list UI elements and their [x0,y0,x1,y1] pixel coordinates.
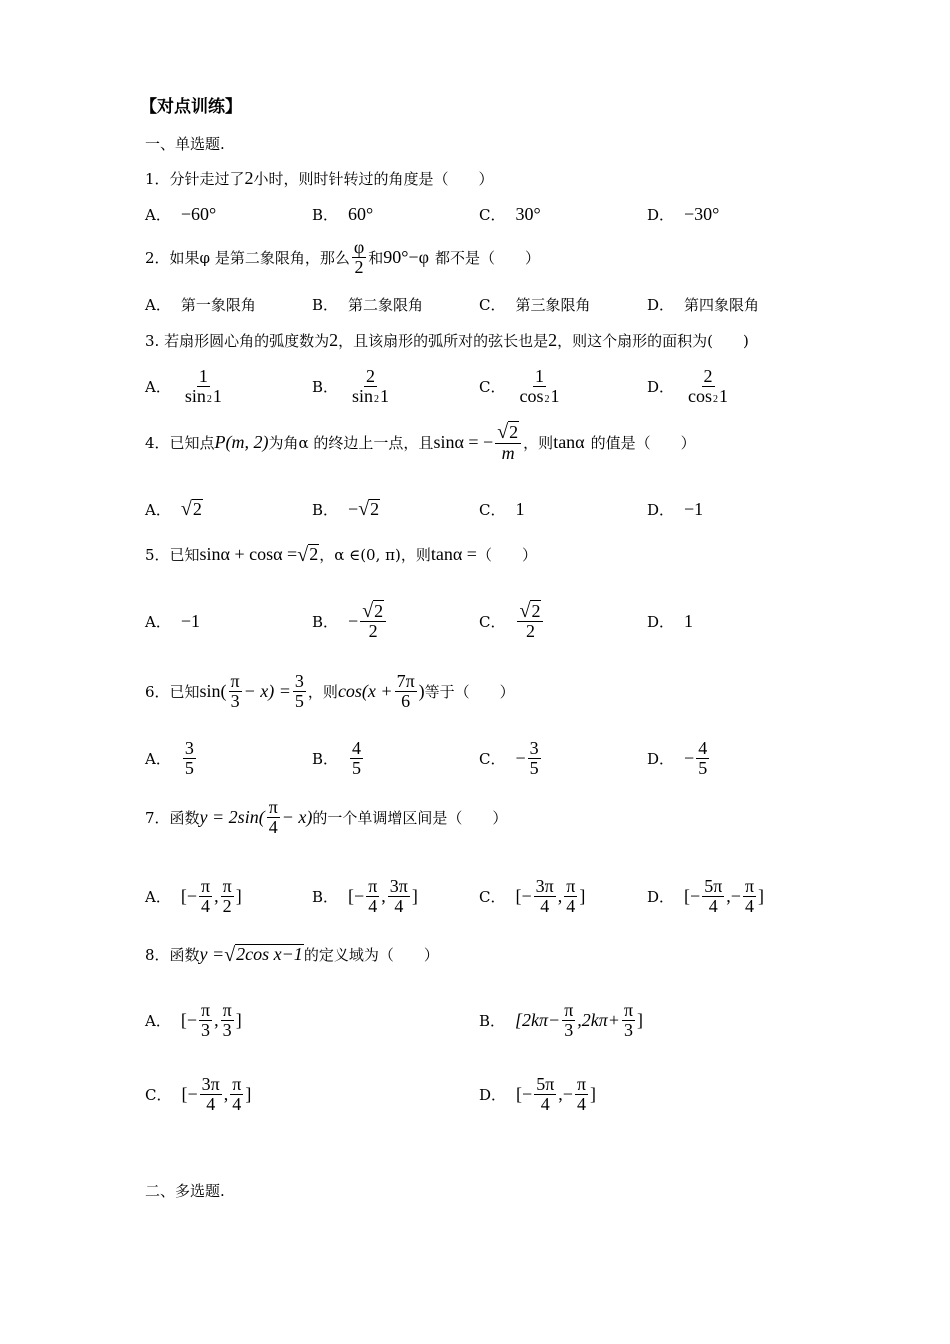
option-d[interactable]: D． 1 [647,610,694,631]
option-d[interactable]: D． [− $\frac{5\pi}{4}$ ,− $\frac{\pi}{4}$ ] [647,875,765,916]
section-multiple-choice: 二、多选题. [145,1182,225,1200]
section-single-choice: 一、单选题. [145,135,225,153]
option-a[interactable]: A． −1 [145,610,200,631]
question-2-options [145,289,845,319]
question-8-options-row2 [145,1070,845,1118]
option-a[interactable]: A． [− $\frac{\pi}{3}$ , $\frac{\pi}{3}$ ] [145,999,242,1040]
option-b[interactable]: B． − $\frac{√2}{2}$ [312,596,388,646]
question-3-options [145,362,845,410]
question-8-options-row1 [145,996,845,1044]
option-a[interactable]: A． −60° [145,203,217,224]
option-c[interactable]: C． 1 [479,498,525,519]
question-5-options [145,596,845,646]
option-a[interactable]: A． [− $\frac{\pi}{4}$ , $\frac{\pi}{2}$ ] [145,875,242,916]
question-5: 5．已知 sinα + cosα = √ 2 ，α ∈(0, π)，则 tanα = （ ） [145,543,537,566]
question-3: 3. 若扇形圆心角的弧度数为 2 ，且该扇形的弧所对的弦长也是 2 ，则这个扇形的面积为( ) [145,330,749,350]
option-c[interactable]: C． [− $\frac{3\pi}{4}$ , $\frac{\pi}{4}$ ] [145,1073,252,1114]
option-c[interactable]: C． 第三象限角 [479,295,591,314]
option-d[interactable]: D． − $\frac{4}{5}$ [647,737,708,778]
option-b[interactable]: B． 第二象限角 [312,295,424,314]
option-b[interactable]: B． [− $\frac{\pi}{4}$ , $\frac{3\pi}{4}$ ] [312,875,418,916]
option-c[interactable]: C． [− $\frac{3\pi}{4}$ , $\frac{\pi}{4}$ ] [479,875,586,916]
question-8: 8．函数 y = √ 2cos x−1 的定义域为（ ） [145,943,439,966]
option-c[interactable]: C． $\frac{√2}{2}$ [479,596,545,646]
option-b[interactable]: B． − √ 2 [312,498,380,521]
question-2: 2．如果φ 是第二象限角，那么 $\frac{\varphi}{2}$ 和 90°−φ 都不是（ ） [145,237,540,277]
question-4: 4．已知点 P(m, 2) 为角α 的终边上一点，且 sinα = − $\frac{√2}{m}$ ，则 tanα 的值是（ ） [145,421,696,463]
option-b[interactable]: B． $\frac{2}{\sin 21}$ [312,365,390,406]
option-d[interactable]: D． $\frac{2}{\cos 21}$ [647,365,729,406]
question-7-options [145,872,845,920]
option-a[interactable]: A． $\frac{1}{\sin 21}$ [145,365,222,406]
option-d[interactable]: D． [− $\frac{5\pi}{4}$ ,− $\frac{\pi}{4}$ ] [479,1073,597,1114]
question-6: 6．已知 sin( $\frac{\pi}{3}$ − x) = $\frac{3}{5}$ ，则 cos(x + $\frac{7\pi}{6}$ ) 等于（ ） [145,671,515,711]
question-6-options [145,734,845,782]
option-a[interactable]: A． √ 2 [145,498,202,521]
fraction: $\frac{\varphi}{2}$ [353,237,365,277]
question-1: 1．分针走过了 2 小时，则时针转过的角度是（ ） [145,168,494,188]
option-a[interactable]: A． $\frac{3}{5}$ [145,737,194,778]
option-d[interactable]: D． −1 [647,498,704,519]
option-d[interactable]: D． −30° [647,203,720,224]
option-b[interactable]: B． 60° [312,203,374,224]
option-c[interactable]: C． 30° [479,203,541,224]
option-d[interactable]: D． 第四象限角 [647,295,760,314]
option-c[interactable]: C． − $\frac{3}{5}$ [479,737,539,778]
question-7: 7．函数 y = 2sin( $\frac{\pi}{4}$ − x) 的一个单调增区间是（ ） [145,797,508,837]
option-a[interactable]: A． 第一象限角 [145,295,256,314]
option-b[interactable]: B． [2kπ− $\frac{\pi}{3}$ ,2kπ+ $\frac{\pi}{3}$ ] [479,999,644,1040]
option-b[interactable]: B． $\frac{4}{5}$ [312,737,362,778]
question-4-options [145,494,845,524]
option-c[interactable]: C． $\frac{1}{\cos 21}$ [479,365,560,406]
question-1-options [145,199,845,229]
heading: 【对点训练】 [140,97,242,117]
